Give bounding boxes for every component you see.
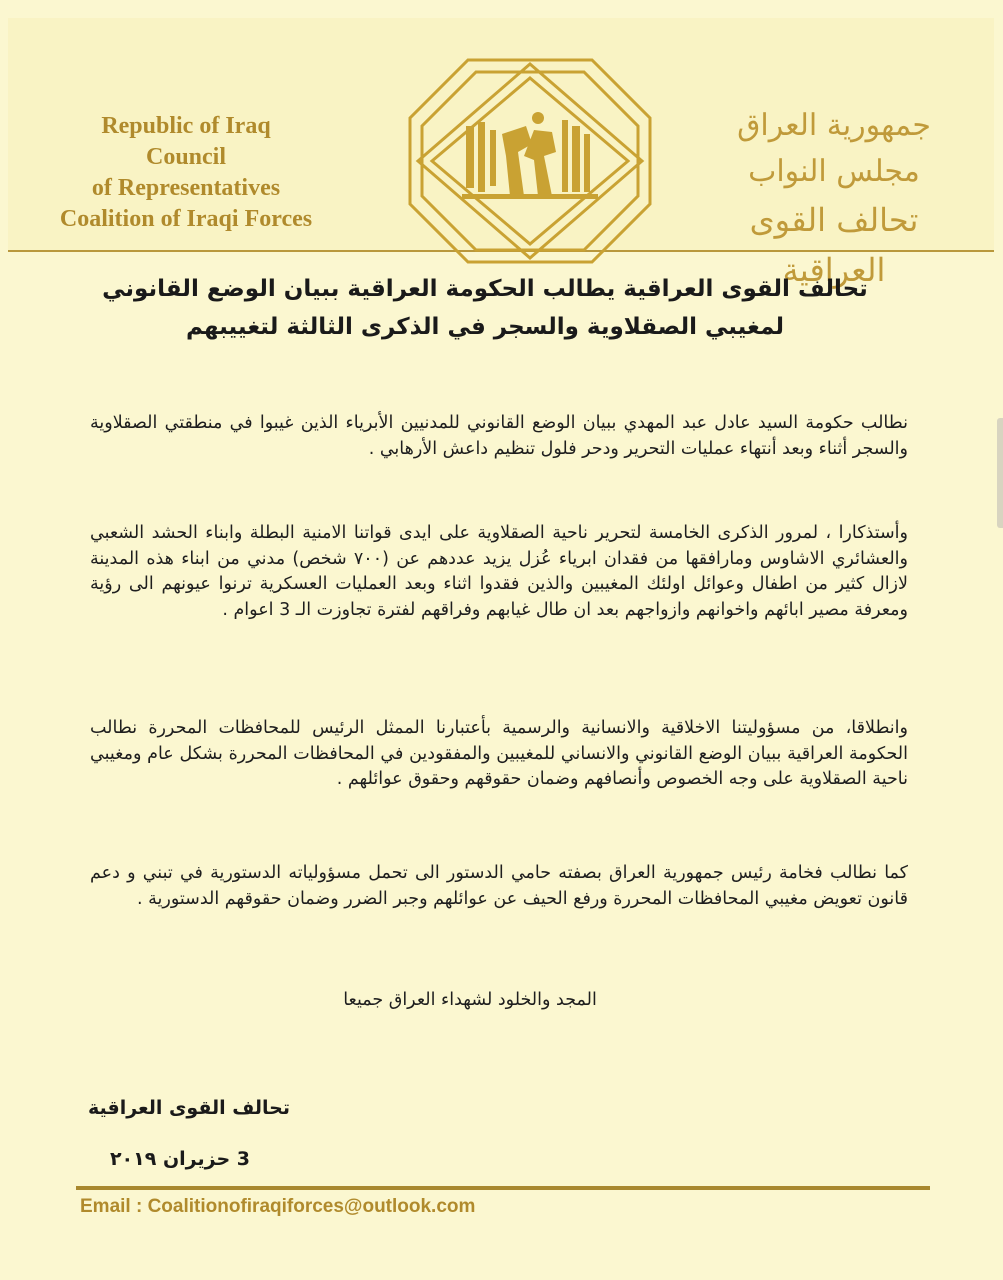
arabic-line-council: مجلس النواب [748, 154, 920, 189]
english-line-country: Republic of Iraq [101, 113, 271, 139]
english-line-coalition: Coalition of Iraqi Forces [59, 206, 313, 232]
paragraph-3: وانطلاقا، من مسؤوليتنا الاخلاقية والانسانية والرسمية بأعتبارنا الممثل الرئيس للمحافظات المحررة نطالب الحكومة العراقية ببيان الوضع القانوني والانساني للمغيبين والمفقودين في المحافظات المحررة بشكل عام ومغيبي ناحية الصقلاوية على وجه الخصوص وأنصافهم وضمان حقوقهم وحقوق عوائلهم . [90, 718, 908, 789]
arabic-line-country: جمهورية العراق [737, 108, 931, 143]
paragraph-1: نطالب حكومة السيد عادل عبد المهدي ببيان الوضع القانوني للمدنيين الأبرياء الذين غيبوا في منطقتي الصقلاوية والسجر أثناء وبعد أنتهاء عمليات التحرير ودحر فلول تنظيم داعش الأرهابي . [90, 413, 908, 459]
arabic-line-coalition: تحالف القوى العراقية [749, 201, 919, 289]
paragraph-2: وأستذكارا ، لمرور الذكرى الخامسة لتحرير ناحية الصقلاوية على ايدى قواتنا الامنية البطلة وابناء الحشد الشعبي والعشائري الاشاوس ومارافقها من فقدان ابرياء عُزل يزيد عددهم عن (٧٠٠ شخص) مدني من ابناء هذه المدينة لازال كثير من اطفال وعوائل اولئك المغيبين والذين فقدوا اثناء وبعد العمليات العسكرية ترنوا عيونهم الى رؤية ومعرفة مصير ابائهم واخوانهم وازواجهم بعد ان طال غيابهم وفراقهم لفترة تجاوزت الـ 3 اعوام . [90, 523, 908, 620]
paragraph-4: كما نطالب فخامة رئيس جمهورية العراق بصفته حامي الدستور الى تحمل مسؤولياته الدستورية في تبني و دعم قانون تعويض مغيبي المحافظات المحررة ورفع الحيف عن عوائلهم وجبر الضرر وضمان حقوقهم الدستورية . [90, 863, 908, 909]
english-line-representatives: of Representatives [91, 175, 281, 201]
closing-line: المجد والخلود لشهداء العراق جميعا [343, 990, 597, 1010]
english-line-council: Council [145, 144, 226, 170]
scrollbar-handle[interactable] [997, 418, 1003, 528]
footer-email: Email : Coalitionofiraqiforces@outlook.com [80, 1196, 476, 1217]
signature-organization: تحالف القوى العراقية [87, 1097, 290, 1119]
letterhead-arabic [704, 103, 964, 295]
signature-date: 3 حزيران ٢٠١٩ [109, 1148, 250, 1170]
statement-title: تحالف القوى العراقية يطالب الحكومة العراقية ببيان الوضع القانوني لمغيبي الصقلاوية والسجر في الذكرى الثالثة لتغييبهم [102, 276, 868, 340]
letterhead [8, 18, 994, 289]
gold-octagon-emblem-icon [406, 56, 654, 266]
footer-divider [76, 1186, 930, 1190]
letterhead-english [26, 111, 346, 235]
